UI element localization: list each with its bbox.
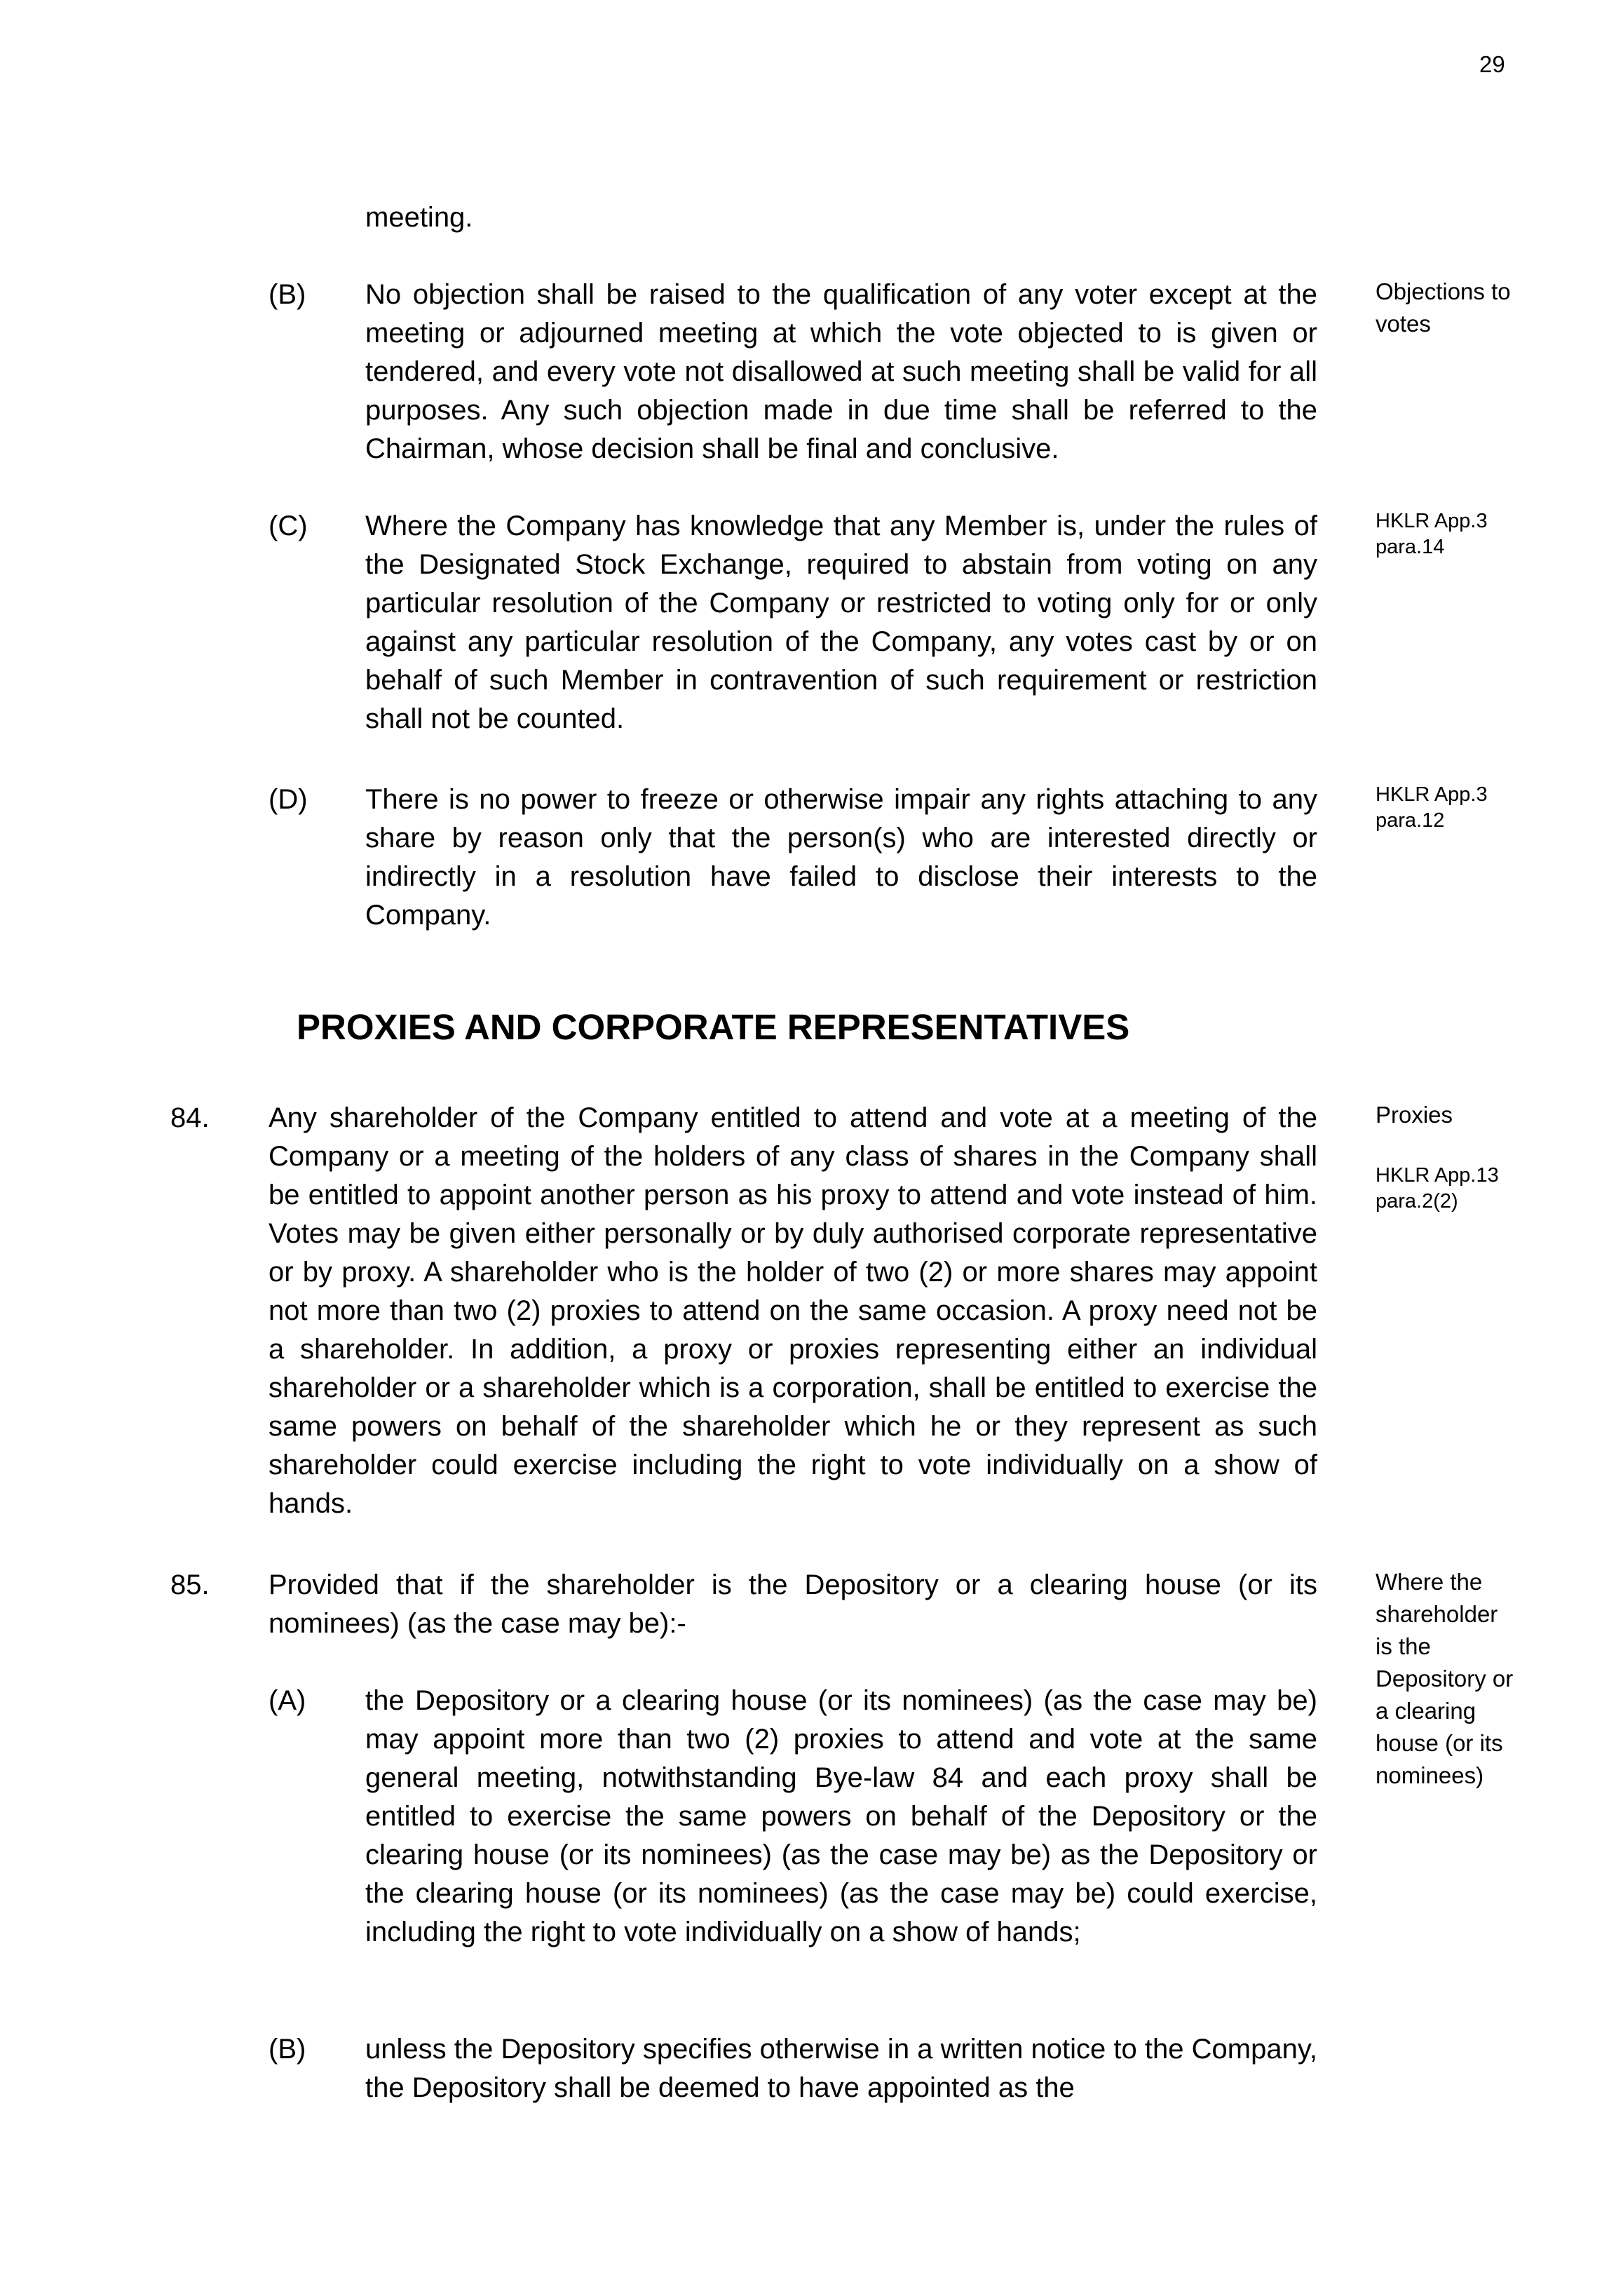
margin-note-hklr-12: HKLR App.3 para.12 xyxy=(1376,783,1488,832)
section-heading: PROXIES AND CORPORATE REPRESENTATIVES xyxy=(297,1007,1130,1047)
margin-note-hklr-14: HKLR App.3 para.14 xyxy=(1376,510,1488,558)
margin-note-proxies: Proxies xyxy=(1376,1102,1453,1128)
clause-85-item-text-a: the Depository or a clearing house (or its nominees) (as the case may be) may appoint more than two (2) proxies to attend and vote at the same general meeting, notwithstanding Bye-law 84 and each proxy shall be entitled to exercise the same powers on behalf of the Depository or the clearing house (or its nominees) (as the case may be) as the Depository or the clearing house (or its nominees) (as the case may be) could exercise, including the right to vote individually on a show of hands; xyxy=(365,1685,1317,1947)
sub-clause-label-c: (C) xyxy=(269,511,308,541)
sub-clause-text-d: There is no power to freeze or otherwise impair any rights attaching to any share by reason only that the person(s) who are interested directly or indirectly in a resolution have failed to disclose their interests to the Company. xyxy=(365,784,1317,931)
clause-85-item-label-a: (A) xyxy=(269,1685,306,1716)
sub-clause-text-b: No objection shall be raised to the qualification of any voter except at the meeting or adjourned meeting at which the vote objected to is given or tendered, and every vote not disallowed at such meeting shall be valid for all purposes. Any such objection made in due time shall be referred to the Chairman, whose decision shall be final and conclusive. xyxy=(365,279,1317,464)
page-number: 29 xyxy=(1479,51,1505,77)
clause-number-84: 84. xyxy=(170,1102,210,1133)
continuation-text: meeting. xyxy=(365,202,473,233)
clause-85-item-text-b: unless the Depository specifies otherwise in a written notice to the Company, the Depository shall be deemed to have appointed as the xyxy=(365,2034,1317,2103)
margin-note-objections: Objections to votes xyxy=(1376,278,1511,337)
clause-85-item-label-b: (B) xyxy=(269,2034,306,2065)
clause-text-85: Provided that if the shareholder is the Depository or a clearing house (or its nominees) (as the case may be):- xyxy=(269,1569,1317,1639)
sub-clause-label-d: (D) xyxy=(269,784,308,815)
margin-note-depository: Where the shareholder is the Depository or a clearing house (or its nominees) xyxy=(1376,1569,1514,1788)
clause-text-84: Any shareholder of the Company entitled to attend and vote at a meeting of the Company or a meeting of the holders of any class of shares in the Company shall be entitled to appoint another person as his proxy to attend and vote instead of him. Votes may be given either personally or by duly authorised corporate representative or by proxy. A shareholder who is the holder of two (2) or more shares may appoint not more than two (2) proxies to attend on the same occasion. A proxy need not be a shareholder. In addition, a proxy or proxies representing either an individual shareholder or a shareholder which is a corporation, shall be entitled to exercise the same powers on behalf of the shareholder which he or they represent as such shareholder could exercise including the right to vote individually on a show of hands. xyxy=(269,1102,1317,1519)
margin-note-hklr-13: HKLR App.13 para.2(2) xyxy=(1376,1164,1499,1213)
clause-number-85: 85. xyxy=(170,1569,210,1600)
sub-clause-text-c: Where the Company has knowledge that any Member is, under the rules of the Designated Stock Exchange, required to abstain from voting on any particular resolution of the Company or restricted to voting only for or only against any particular resolution of the Company, any votes cast by or on behalf of such Member in contravention of such requirement or restriction shall not be counted. xyxy=(365,511,1317,734)
sub-clause-label-b: (B) xyxy=(269,279,306,310)
